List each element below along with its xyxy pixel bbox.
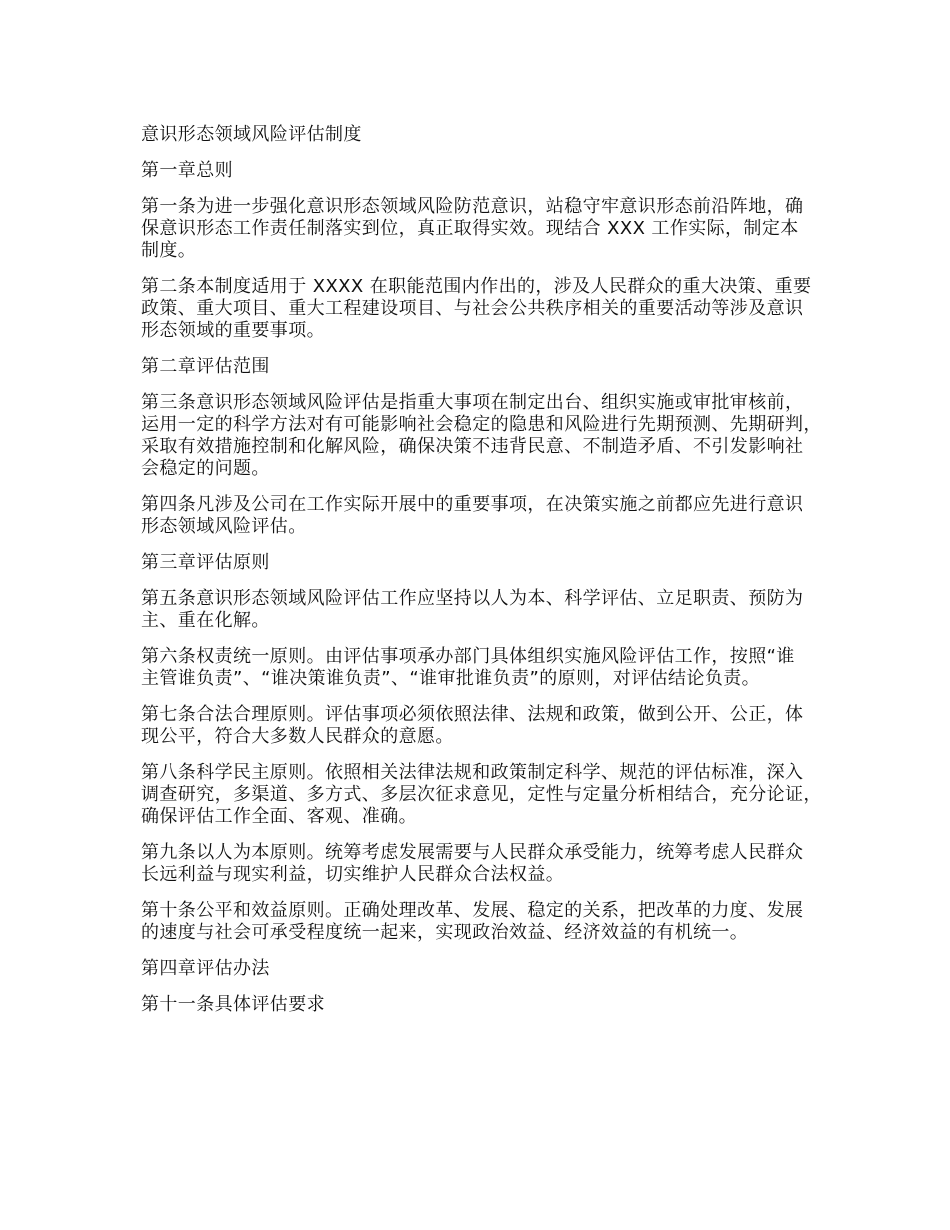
text-line: 现公平，符合大多数人民群众的意愿。 [141,726,454,747]
text-line: 第二章评估范围 [141,356,270,377]
text-line: 会稳定的问题。 [141,458,270,479]
text-line: 运用一定的科学方法对有可能影响社会稳定的隐患和风险进行先期预测、先期研判， [141,414,822,435]
text-line: 第八条科学民主原则。依照相关法律法规和政策制定科学、规范的评估标准，深入 [141,762,804,783]
text-line: 的速度与社会可承受程度统一起来，实现政治效益、经济效益的有机统一。 [141,922,749,943]
text-line: 第五条意识形态领域风险评估工作应坚持以人为本、科学评估、立足职责、预防为 [141,588,804,609]
text-line: 形态领域风险评估。 [141,516,307,537]
text-line: 第一条为进一步强化意识形态领域风险防范意识，站稳守牢意识形态前沿阵地，确 [141,196,804,217]
text-line: 政策、重大项目、重大工程建设项目、与社会公共秩序相关的重要活动等涉及意识 [141,298,804,319]
article-paragraph [141,276,841,342]
text-line: 形态领域的重要事项。 [141,320,325,341]
document-title [141,124,841,146]
text-line: 第三条意识形态领域风险评估是指重大事项在制定出台、组织实施或审批审核前， [141,392,804,413]
article-paragraph [141,494,841,538]
text-line: 第六条权责统一原则。由评估事项承办部门具体组织实施风险评估工作，按照“谁 [141,646,795,667]
text-line: 采取有效措施控制和化解风险，确保决策不违背民意、不制造矛盾、不引发影响社 [141,436,804,457]
chapter-heading [141,958,841,980]
text-line: 第十条公平和效益原则。正确处理改革、发展、稳定的关系，把改革的力度、发展 [141,900,804,921]
text-line: 主管谁负责”、“谁决策谁负责”、“谁审批谁负责”的原则，对评估结论负责。 [141,668,761,689]
article-paragraph [141,196,841,262]
text-line: 保意识形态工作责任制落实到位，真正取得实效。现结合 XXX 工作实际，制定本 [141,218,799,239]
text-line: 第二条本制度适用于 XXXX 在职能范围内作出的，涉及人民群众的重大决策、重要 [141,276,812,297]
article-paragraph [141,588,841,632]
chapter-heading [141,552,841,574]
article-paragraph [141,392,841,480]
text-line: 调查研究，多渠道、多方式、多层次征求意见，定性与定量分析相结合，充分论证， [141,784,822,805]
chapter-heading [141,160,841,182]
article-paragraph [141,646,841,690]
text-line: 第十一条具体评估要求 [141,994,325,1015]
text-line: 长远利益与现实利益，切实维护人民群众合法权益。 [141,864,565,885]
text-line: 确保评估工作全面、客观、准确。 [141,806,417,827]
text-line: 第三章评估原则 [141,552,270,573]
text-line: 制度。 [141,240,197,261]
article-paragraph [141,994,841,1016]
document-body [141,124,841,1030]
text-line: 主、重在化解。 [141,610,270,631]
article-paragraph [141,704,841,748]
article-paragraph [141,842,841,886]
text-line: 第一章总则 [141,160,233,181]
article-paragraph [141,762,841,828]
chapter-heading [141,356,841,378]
text-line: 意识形态领域风险评估制度 [141,124,362,145]
text-line: 第九条以人为本原则。统筹考虑发展需要与人民群众承受能力，统筹考虑人民群众 [141,842,804,863]
text-line: 第七条合法合理原则。评估事项必须依照法律、法规和政策，做到公开、公正，体 [141,704,804,725]
text-line: 第四章评估办法 [141,958,270,979]
text-line: 第四条凡涉及公司在工作实际开展中的重要事项，在决策实施之前都应先进行意识 [141,494,804,515]
article-paragraph [141,900,841,944]
